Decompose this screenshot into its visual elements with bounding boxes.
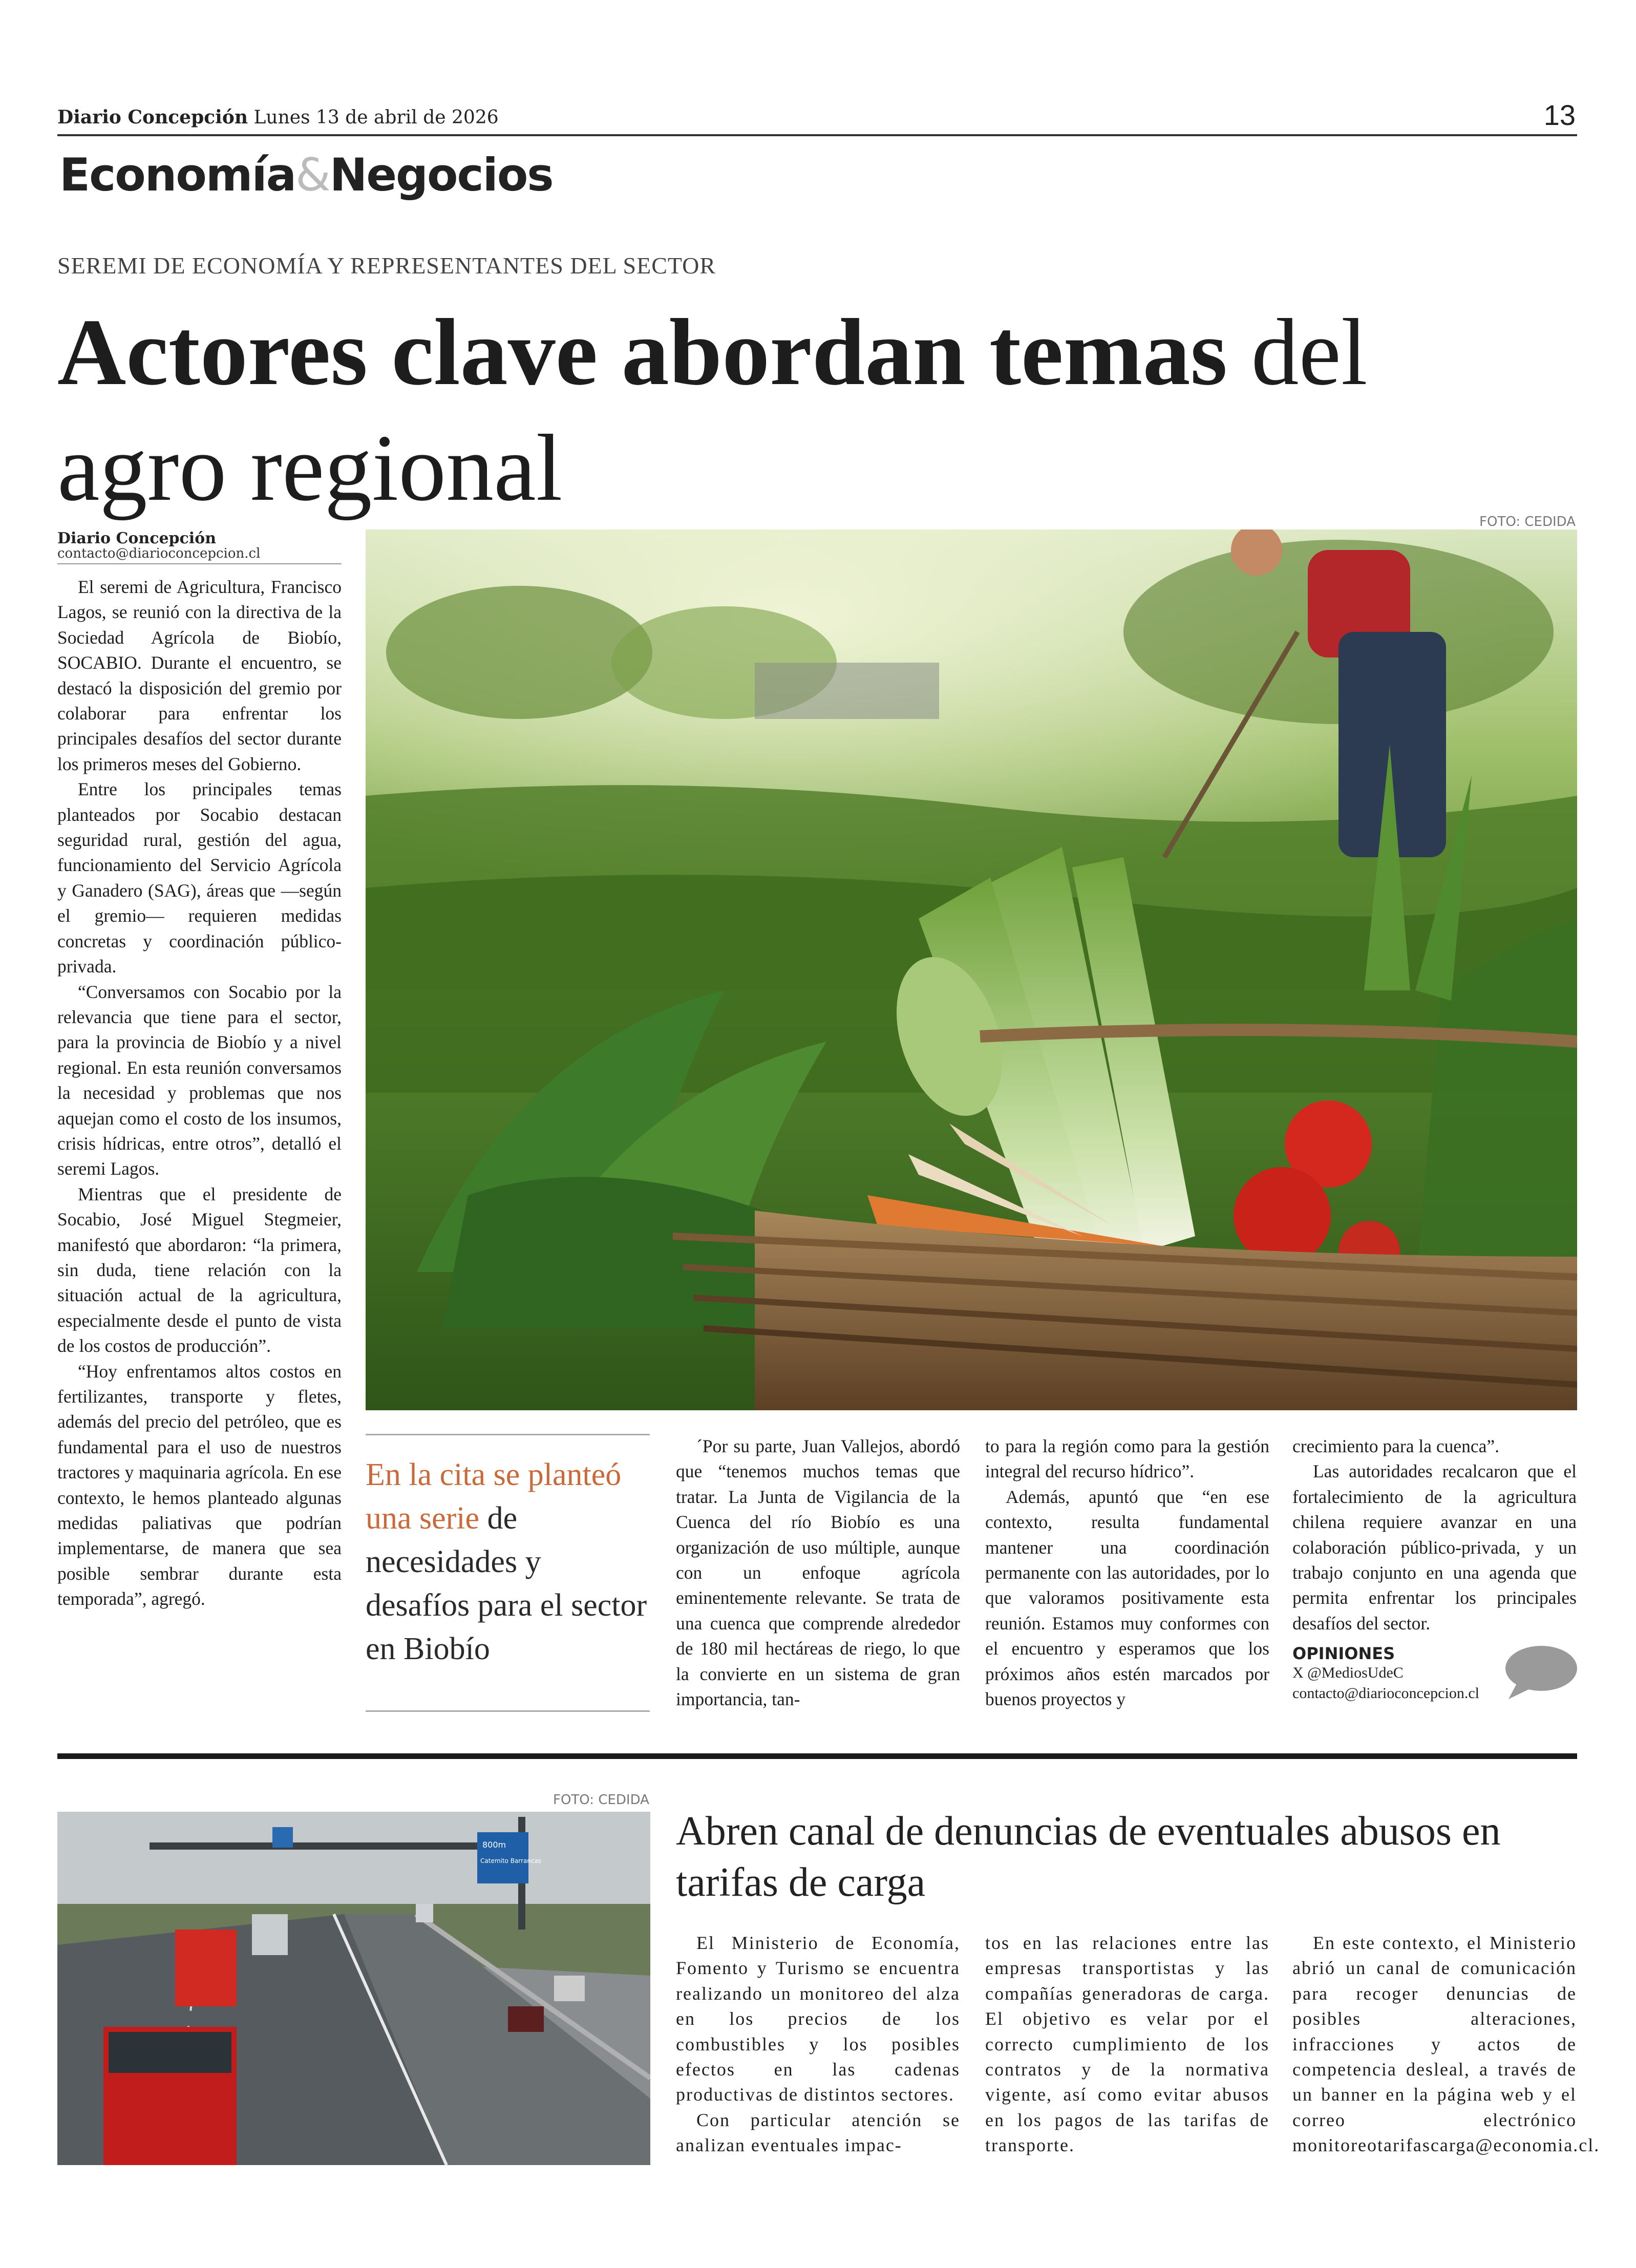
pull-quote [366,1453,652,1671]
masthead-info [57,107,499,128]
paragraph: El seremi de Agricultura, Francisco Lagos, se reunió con la directiva de la Sociedad Agrícola de Biobío, SOCABIO. Durante el encuentro, se destacó la disposición del gremio por colaborar para enfrentar los principales desafíos del sector durante los primeros meses del Gobierno. [57,577,342,774]
byline-email: contacto@diarioconcepcion.cl [57,546,261,561]
paragraph: Las autoridades recalcaron que el fortalecimiento de la agricultura chilena requiere avanzar en una colaboración público-privada, y un trabajo conjunto en una agenda que permita enfrentar los principales desafíos del sector. [1292,1461,1577,1634]
article-separator [57,1753,1577,1759]
article-headline [57,294,1542,526]
speech-bubble-icon [1501,1644,1578,1702]
article-2-column-1 [676,1931,960,2158]
paragraph: crecimiento para la cuenca”. [1292,1436,1500,1456]
paragraph: Entre los principales temas planteados por Socabio destacan seguridad rural, gestión del agua, funcionamiento del Servicio Agrícola y Ganadero (SAG), áreas que —según el gremio— requieren medidas concretas y coordinación público-privada. [57,779,342,977]
opinions-x-handle: X @MediosUdeC [1292,1664,1404,1681]
opinions-email: contacto@diarioconcepcion.cl [1292,1685,1479,1702]
paragraph: to para la región como para la gestión integral del recurso hídrico”. [985,1436,1269,1482]
paragraph: Con particular atención se analizan eventuales impac- [676,2109,960,2156]
header-rule [57,134,1577,136]
issue-date: Lunes 13 de abril de 2026 [253,107,499,128]
photo-credit: FOTO: CEDIDA [553,1792,649,1808]
article-2-headline: Abren canal de denuncias de eventuales abusos en tarifas de carga [676,1809,1501,1905]
paragraph: tos en las relaciones entre las empresas transportistas y las compañías generadoras de carga. El objetivo es velar por el correcto cumplimiento de los contratos y de la normativa vigente, así como evitar abusos en los pagos de las tarifas de transporte. [985,1933,1269,2156]
paragraph: En este contexto, el Ministerio abrió un canal de comunicación para recoger denuncias de posibles alteraciones, infracciones y actos de competencia desleal, a través de un banner en la página web y el correo electrónico monitoreotarifascarga@economia.cl. [1292,1933,1600,2156]
byline-rule [57,563,342,564]
paragraph: El Ministerio de Economía, Fomento y Turismo se encuentra realizando un monitoreo del alza en los precios de los combustibles y los posibles efectos en las cadenas productivas de distintos sectores. [676,1933,960,2105]
road-sign-distance: 800m [482,1840,506,1850]
section-title-b: Negocios [329,149,553,201]
paragraph: “Hoy enfrentamos altos costos en fertilizantes, transporte y fletes, además del precio del petróleo, que es fundamental para el uso de nuestros tractores y maquinaria agrícola. En ese contexto, le hemos planteado algunas medidas paliativas que podrían implementarse, de manera que sea posible sembrar durante esta temporada”, agregó. [57,1361,342,1609]
road-sign-destination: Catemito Barrancas [480,1857,542,1864]
photo-credit: FOTO: CEDIDA [1479,514,1576,529]
article-kicker: SEREMI DE ECONOMÍA Y REPRESENTANTES DEL SECTOR [57,252,716,279]
headline-light: del agro regional [57,300,1368,521]
paragraph: Mientras que el presidente de Socabio, José Miguel Stegmeier, manifestó que abordaron: “la primera, sin duda, tiene relación con la situación actual de la agricultura, especialmente desde el punto de vista de los costos de producción”. [57,1183,342,1356]
article-2-column-3 [1292,1931,1600,2158]
article-column-5 [1292,1434,1577,1636]
paragraph: “Conversamos con Socabio por la relevancia que tiene para el sector, para la provincia de Biobío y a nivel regional. En esta reunión conversamos la necesidad y problemas que nos aquejan como el costo de los insumos, crisis hídricas, entre otros”, detalló el seremi Lagos. [57,981,342,1179]
section-title-a: Economía [59,149,296,201]
opinions-title: OPINIONES [1292,1644,1395,1663]
headline-bold: Actores clave abordan temas [57,300,1227,405]
pull-quote-rest: de necesidades y desafíos para el sector en Biobío [366,1501,647,1666]
paragraph: Además, apuntó que “en ese contexto, resulta fundamental mantener una coordinación permanente con las autoridades, por lo que valoramos positivamente esta reunión. Estamos muy conformes con el encuentro y esperamos que los próximos años estén marcados por buenos proyectos y [985,1486,1269,1710]
pull-quote-top-rule [366,1434,650,1435]
paragraph: ´Por su parte, Juan Vallejos, abordó que “tenemos muchos temas que tratar. La Junta de Vigilancia de la Cuenca del río Biobío es una organización de uso múltiple, aunque con un enfoque agrícola eminentemente relevante. Se trata de una cuenca que comprende alrededor de 180 mil hectáreas de riego, lo que la convierte en un sistema de gran importancia, tan- [676,1436,960,1710]
pull-quote-bottom-rule [366,1710,650,1712]
section-ampersand: & [295,149,330,201]
byline-name: Diario Concepción [57,529,217,547]
vegetable-basket-photo [366,529,1577,1410]
pull-quote-highlight: En la cita se planteó una serie [366,1457,622,1536]
article-column-3 [676,1434,960,1712]
page-number: 13 [1543,99,1576,131]
section-title [59,149,553,201]
paper-name: Diario Concepción [57,107,248,128]
article-2-column-2 [985,1931,1269,2158]
highway-trucks-photo [57,1812,650,2165]
article-column-1 [57,575,342,1612]
article-column-4 [985,1434,1269,1712]
